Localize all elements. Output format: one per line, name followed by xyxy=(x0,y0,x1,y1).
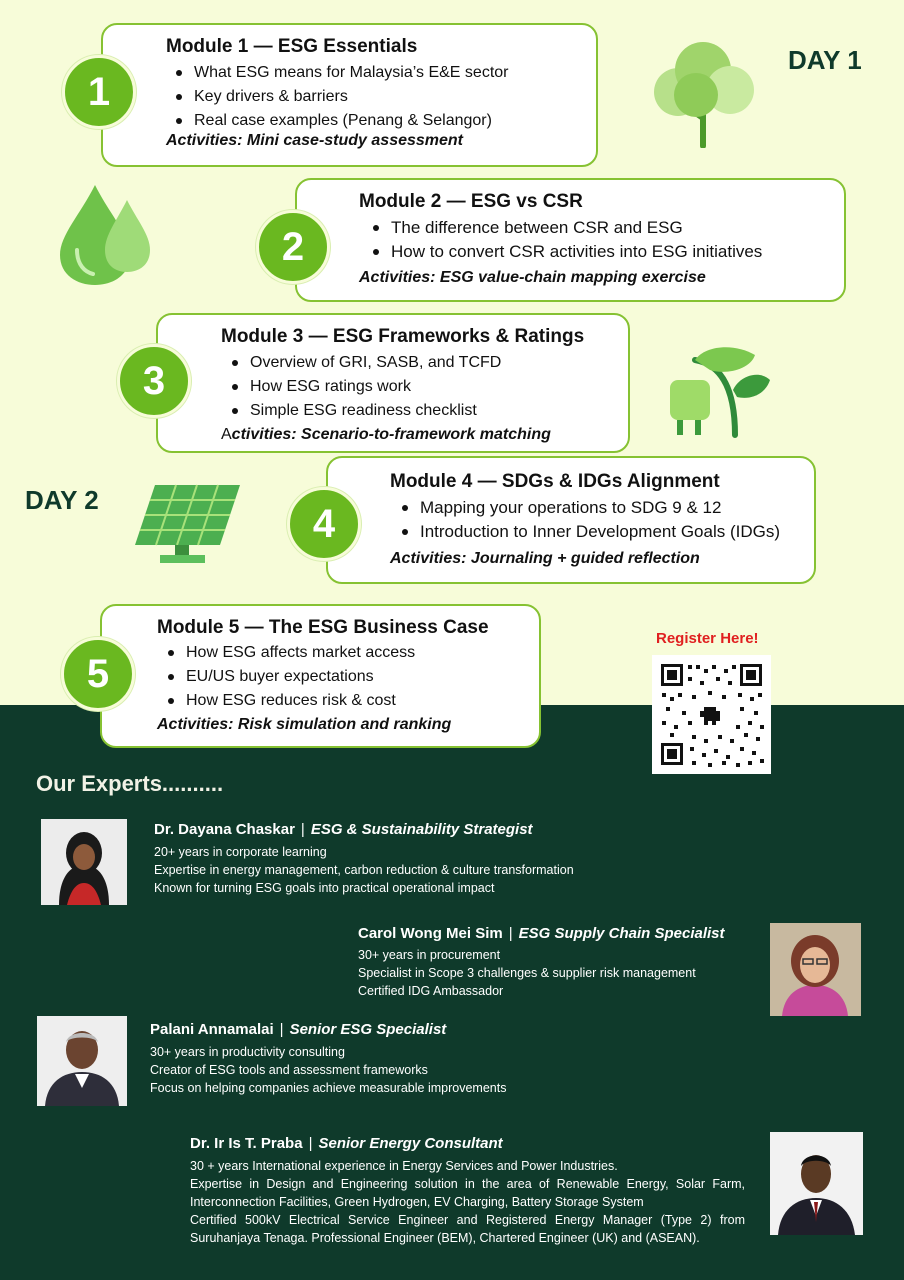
expert-1-name: Dr. Dayana Chaskar xyxy=(154,821,295,838)
expert-1-photo xyxy=(41,819,127,905)
expert-3-bio xyxy=(150,1043,506,1097)
experts-heading: Our Experts.......... xyxy=(36,771,224,796)
expert-4-separator: | xyxy=(308,1135,313,1152)
module-3-activities-rest: ctivities: Scenario-to-framework matching xyxy=(231,426,551,443)
module-3-activities xyxy=(221,426,551,444)
expert-4-role: Senior Energy Consultant xyxy=(318,1135,503,1152)
expert-1-separator: | xyxy=(300,821,305,838)
expert-2-name: Carol Wong Mei Sim xyxy=(358,925,503,942)
module-4-activities: Activities: Journaling + guided reflection xyxy=(390,550,700,567)
expert-4-name-line xyxy=(190,1135,503,1152)
expert-3-role: Senior ESG Specialist xyxy=(289,1021,447,1038)
module-3-activities-prefix: A xyxy=(221,426,232,443)
expert-4-name: Dr. Ir Is T. Praba xyxy=(190,1135,303,1152)
bio-line: Specialist in Scope 3 challenges & supplier risk management xyxy=(358,966,696,980)
list-item: How to convert CSR activities into ESG initiatives xyxy=(369,240,762,264)
list-item: How ESG ratings work xyxy=(228,375,501,399)
tree-icon xyxy=(648,40,758,148)
module-3-title: Module 3 — ESG Frameworks & Ratings xyxy=(221,326,585,347)
list-item: Key drivers & barriers xyxy=(172,85,508,109)
module-4-number: 4 xyxy=(287,487,361,561)
bio-line: Certified IDG Ambassador xyxy=(358,984,504,998)
plant-plug-icon xyxy=(665,335,775,440)
expert-3-name: Palani Annamalai xyxy=(150,1021,274,1038)
expert-2-photo xyxy=(770,923,861,1016)
module-2-number: 2 xyxy=(256,210,330,284)
list-item: What ESG means for Malaysia’s E&E sector xyxy=(172,61,508,85)
water-drops-icon xyxy=(55,180,155,290)
bio-line: Known for turning ESG goals into practical operational impact xyxy=(154,881,495,895)
list-item: Simple ESG readiness checklist xyxy=(228,399,501,423)
expert-4-bio-certified: Certified 500kV Electrical Service Engineer and Registered Energy Manager (Type 2) from Suruhanjaya Tenaga. Professional Engineer (BEM), Chartered Engineer (UK) and (ASEAN). xyxy=(190,1213,745,1245)
expert-4-photo xyxy=(770,1132,863,1235)
day-1-label: DAY 1 xyxy=(788,45,862,75)
bio-line: 30+ years in procurement xyxy=(358,948,501,962)
day-2-label: DAY 2 xyxy=(25,485,99,515)
expert-3-name-line xyxy=(150,1021,446,1038)
expert-1-name-line xyxy=(154,821,533,838)
module-3-number: 3 xyxy=(117,344,191,418)
expert-1-role: ESG & Sustainability Strategist xyxy=(310,821,533,838)
module-1-list xyxy=(172,61,508,133)
module-5-number: 5 xyxy=(61,637,135,711)
expert-3-separator: | xyxy=(279,1021,284,1038)
module-1-title: Module 1 — ESG Essentials xyxy=(166,36,418,57)
bio-line: 30+ years in productivity consulting xyxy=(150,1045,345,1059)
module-5-list xyxy=(164,641,415,713)
register-label: Register Here! xyxy=(656,630,759,647)
bio-line: Creator of ESG tools and assessment frameworks xyxy=(150,1063,428,1077)
module-2-activities: Activities: ESG value-chain mapping exercise xyxy=(359,269,706,286)
module-1-number: 1 xyxy=(62,55,136,129)
expert-2-role: ESG Supply Chain Specialist xyxy=(518,925,725,942)
list-item: How ESG reduces risk & cost xyxy=(164,689,415,713)
expert-4-bio-first xyxy=(190,1157,618,1175)
expert-1-bio xyxy=(154,843,574,897)
bio-line: 30 + years International experience in Energy Services and Power Industries. xyxy=(190,1159,618,1173)
module-3-list xyxy=(228,351,501,423)
bio-line: Expertise in energy management, carbon reduction & culture transformation xyxy=(154,863,574,877)
bio-line: 20+ years in corporate learning xyxy=(154,845,327,859)
bio-line: Focus on helping companies achieve measurable improvements xyxy=(150,1081,507,1095)
list-item: Mapping your operations to SDG 9 & 12 xyxy=(398,496,780,520)
qr-code-icon[interactable] xyxy=(652,655,771,774)
expert-2-bio xyxy=(358,946,696,1000)
list-item: How ESG affects market access xyxy=(164,641,415,665)
expert-2-separator: | xyxy=(508,925,513,942)
solar-panel-icon xyxy=(135,480,245,565)
module-2-list xyxy=(369,216,762,264)
list-item: The difference between CSR and ESG xyxy=(369,216,762,240)
module-5-activities: Activities: Risk simulation and ranking xyxy=(157,716,452,733)
module-5-title: Module 5 — The ESG Business Case xyxy=(157,617,489,638)
list-item: Introduction to Inner Development Goals (IDGs) xyxy=(398,520,780,544)
module-2-title: Module 2 — ESG vs CSR xyxy=(359,191,583,212)
list-item: Real case examples (Penang & Selangor) xyxy=(172,109,508,133)
list-item: EU/US buyer expectations xyxy=(164,665,415,689)
module-1-activities: Activities: Mini case-study assessment xyxy=(166,132,464,149)
expert-3-photo xyxy=(37,1016,127,1106)
expert-4-bio-expertise: Expertise in Design and Engineering solution in the area of Renewable Energy, Solar Farm, Interconnection Facilities, Green Hydrogen, EV Charging, Battery Storage System xyxy=(190,1177,745,1209)
module-4-list xyxy=(398,496,780,544)
list-item: Overview of GRI, SASB, and TCFD xyxy=(228,351,501,375)
module-4-title: Module 4 — SDGs & IDGs Alignment xyxy=(390,471,720,492)
expert-2-name-line xyxy=(358,925,725,942)
